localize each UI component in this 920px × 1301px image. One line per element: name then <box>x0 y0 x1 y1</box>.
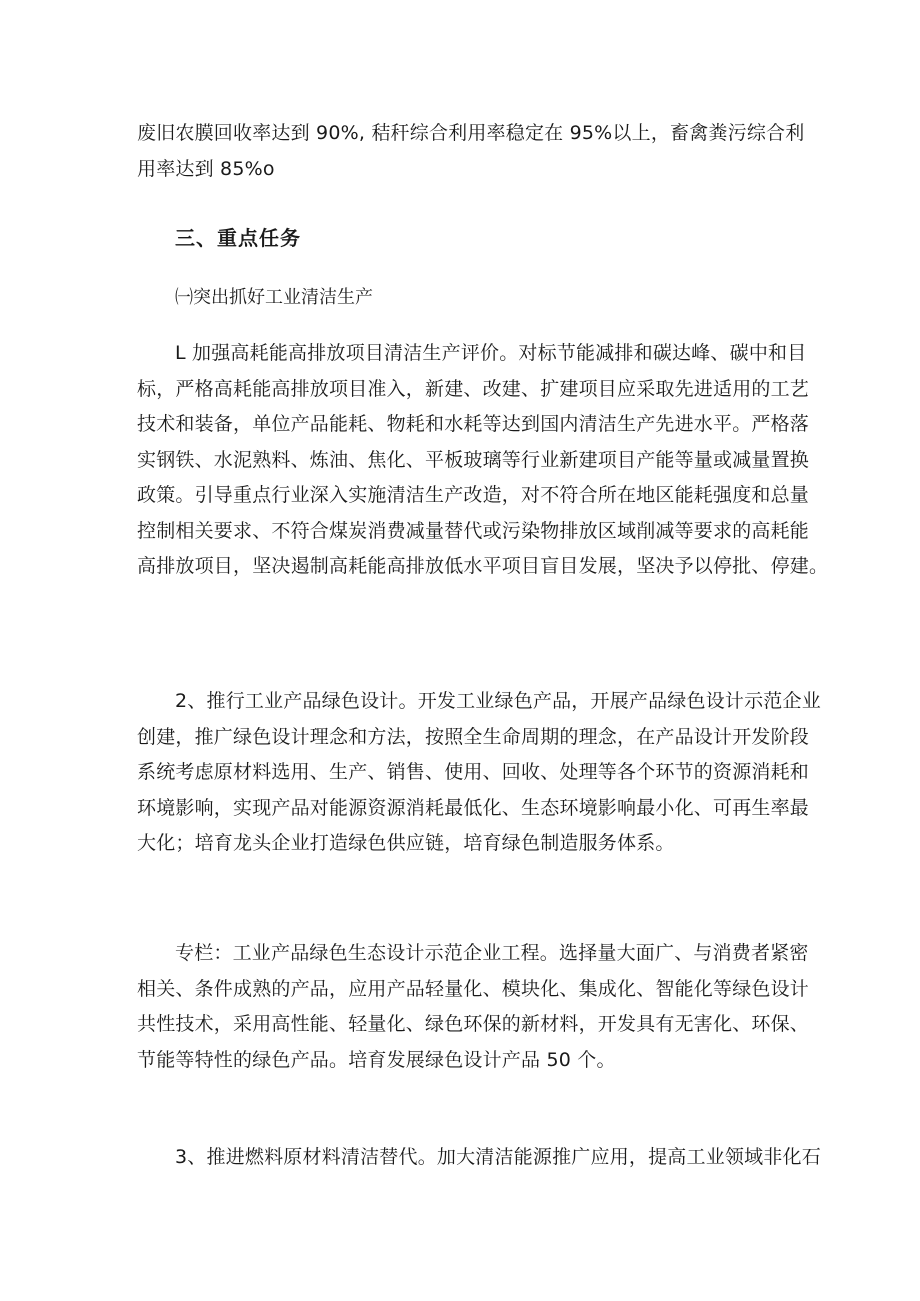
paragraph-line: 实钢铁、水泥熟料、炼油、焦化、平板玻璃等行业新建项目产能等量或减量置换 <box>137 448 810 471</box>
paragraph-3 <box>137 1140 821 1176</box>
paragraph-intro <box>137 116 805 187</box>
paragraph-line: 创建，推广绿色设计理念和方法，按照全生命周期的理念，在产品设计开发阶段 <box>137 725 810 748</box>
paragraph-1 <box>137 336 829 585</box>
paragraph-line: 政策。引导重点行业深入实施清洁生产改造，对不符合所在地区能耗强度和总量 <box>137 484 810 506</box>
paragraph-line: 用率达到 85%o <box>137 157 275 180</box>
paragraph-column <box>137 936 810 1078</box>
paragraph-line: L 加强高耗能高排放项目清洁生产评价。对标节能减排和碳达峰、碳中和目 <box>175 342 807 364</box>
paragraph-line: 技术和装备，单位产品能耗、物耗和水耗等达到国内清洁生产先进水平。严格落 <box>137 413 810 435</box>
paragraph-line: 专栏：工业产品绿色生态设计示范企业工程。选择量大面广、与消费者紧密 <box>175 942 809 964</box>
paragraph-line: 共性技术，采用高性能、轻量化、绿色环保的新材料，开发具有无害化、环保、 <box>137 1013 810 1035</box>
paragraph-line: 节能等特性的绿色产品。培育发展绿色设计产品 50 个。 <box>137 1048 616 1071</box>
paragraph-line: 高排放项目，坚决遏制高耗能高排放低水平项目盲目发展，坚决予以停批、停建。 <box>137 555 829 577</box>
subsection-heading: ㈠突出抓好工业清洁生产 <box>175 287 373 308</box>
paragraph-line: 控制相关要求、不符合煤炭消费减量替代或污染物排放区域削减等要求的高耗能 <box>137 519 810 542</box>
paragraph-line: 废旧农膜回收率达到 90%, 秸秆综合利用率稳定在 95%以上，畜禽粪污综合利 <box>137 122 805 144</box>
paragraph-line: 系统考虑原材料选用、生产、销售、使用、回收、处理等各个环节的资源消耗和 <box>137 761 810 783</box>
section-heading: 三、重点任务 <box>175 226 301 250</box>
paragraph-line: 3、推进燃料原材料清洁替代。加大清洁能源推广应用，提高工业领域非化石 <box>175 1146 821 1168</box>
paragraph-line: 相关、条件成熟的产品，应用产品轻量化、模块化、集成化、智能化等绿色设计 <box>137 977 810 1000</box>
paragraph-line: 2、推行工业产品绿色设计。开发工业绿色产品，开展产品绿色设计示范企业 <box>175 690 821 712</box>
paragraph-line: 环境影响，实现产品对能源资源消耗最低化、生态环境影响最小化、可再生率最 <box>137 796 810 819</box>
paragraph-2 <box>137 684 821 862</box>
paragraph-line: 大化；培育龙头企业打造绿色供应链，培育绿色制造服务体系。 <box>137 832 675 854</box>
paragraph-line: 标，严格高耗能高排放项目准入，新建、改建、扩建项目应采取先进适用的工艺 <box>137 377 810 400</box>
